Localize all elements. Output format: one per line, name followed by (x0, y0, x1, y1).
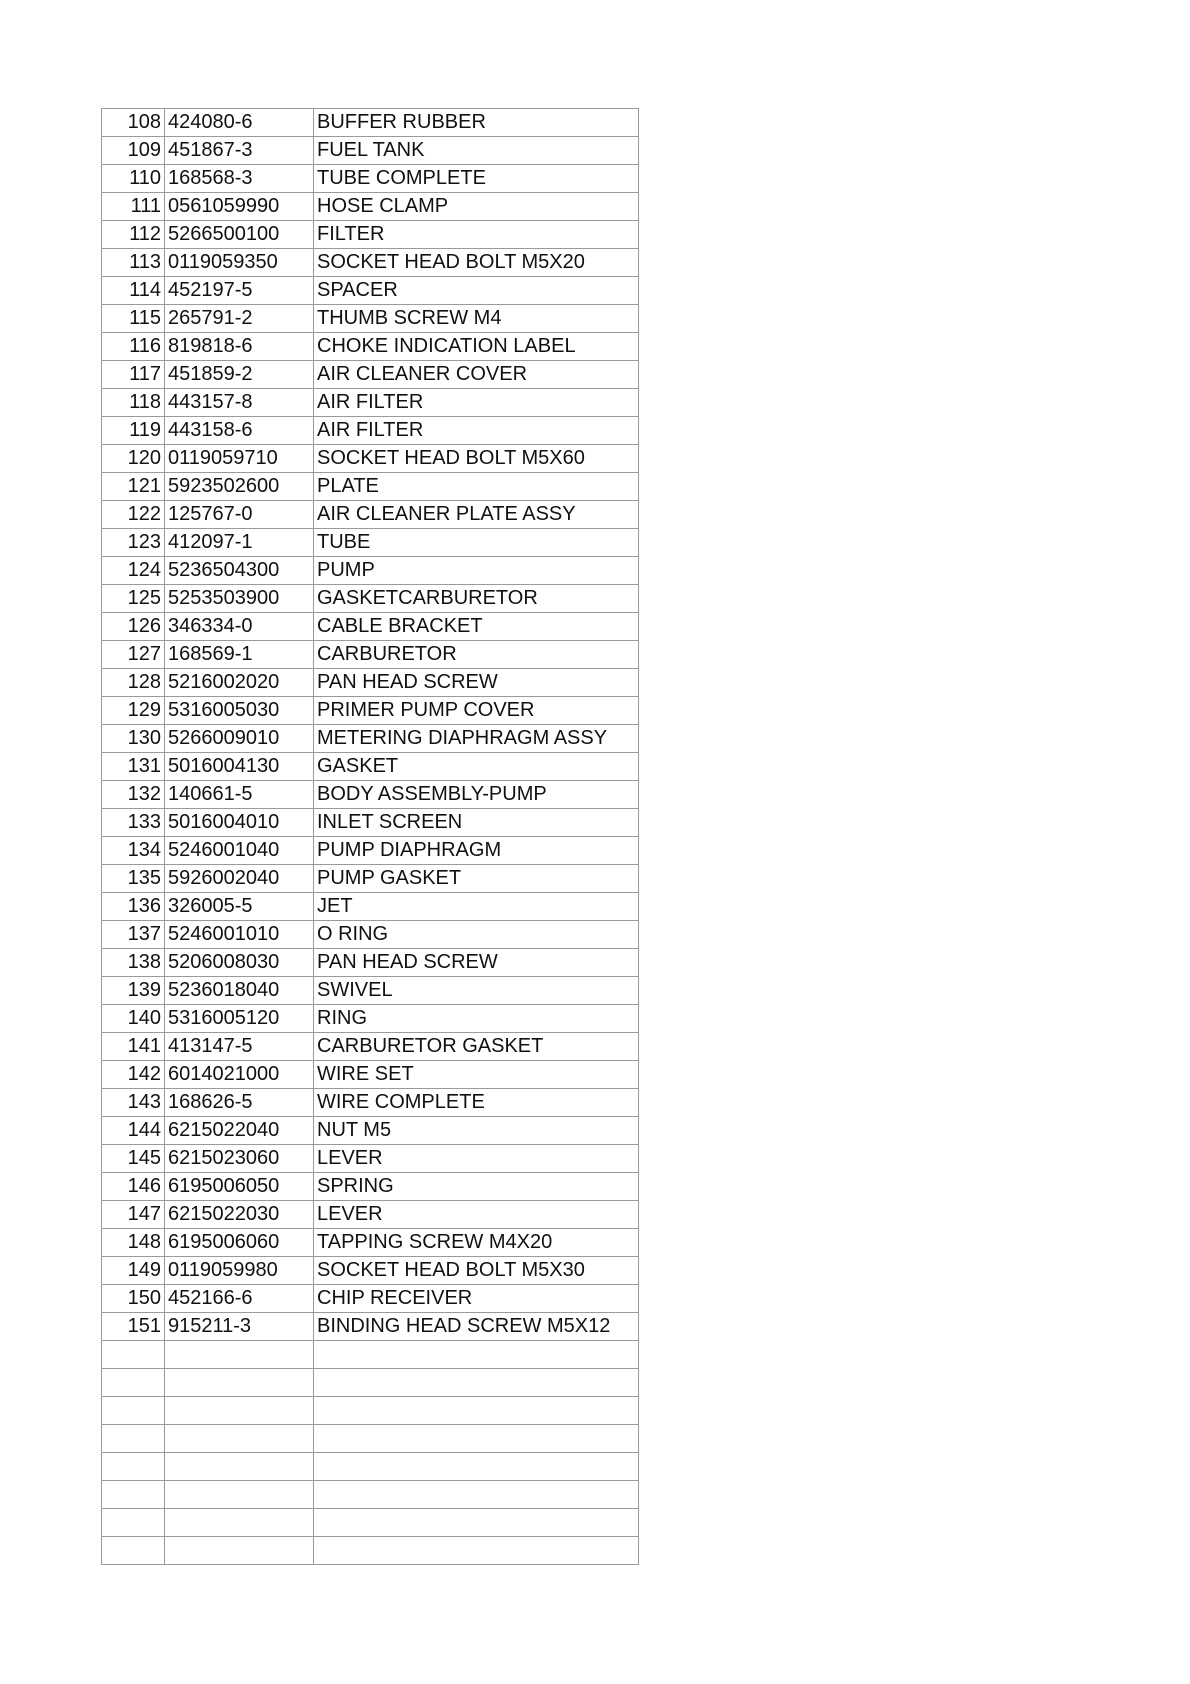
item-number-cell: 118 (102, 389, 165, 417)
table-row (102, 949, 639, 977)
table-row (102, 501, 639, 529)
description-cell: PUMP GASKET (314, 865, 639, 893)
part-number-cell: 451859-2 (165, 361, 314, 389)
description-cell: LEVER (314, 1201, 639, 1229)
table-row (102, 725, 639, 753)
part-number-cell: 413147-5 (165, 1033, 314, 1061)
item-number-cell: 150 (102, 1285, 165, 1313)
description-cell: AIR CLEANER PLATE ASSY (314, 501, 639, 529)
table-row (102, 445, 639, 473)
table-row (102, 221, 639, 249)
description-cell (314, 1425, 639, 1453)
item-number-cell: 142 (102, 1061, 165, 1089)
description-cell: FILTER (314, 221, 639, 249)
parts-table (101, 108, 639, 1565)
part-number-cell: 452166-6 (165, 1285, 314, 1313)
part-number-cell: 6215022040 (165, 1117, 314, 1145)
part-number-cell (165, 1509, 314, 1537)
table-row (102, 1229, 639, 1257)
description-cell: TUBE COMPLETE (314, 165, 639, 193)
description-cell: SOCKET HEAD BOLT M5X60 (314, 445, 639, 473)
table-row (102, 109, 639, 137)
item-number-cell: 141 (102, 1033, 165, 1061)
item-number-cell: 139 (102, 977, 165, 1005)
part-number-cell: 6195006060 (165, 1229, 314, 1257)
item-number-cell: 132 (102, 781, 165, 809)
table-row (102, 333, 639, 361)
description-cell: SOCKET HEAD BOLT M5X30 (314, 1257, 639, 1285)
part-number-cell (165, 1369, 314, 1397)
part-number-cell: 5236504300 (165, 557, 314, 585)
table-row (102, 165, 639, 193)
item-number-cell: 128 (102, 669, 165, 697)
description-cell: BUFFER RUBBER (314, 109, 639, 137)
item-number-cell (102, 1341, 165, 1369)
table-row (102, 1397, 639, 1425)
item-number-cell (102, 1509, 165, 1537)
description-cell: AIR FILTER (314, 417, 639, 445)
table-row (102, 921, 639, 949)
item-number-cell: 109 (102, 137, 165, 165)
table-row (102, 1369, 639, 1397)
item-number-cell: 130 (102, 725, 165, 753)
item-number-cell (102, 1369, 165, 1397)
part-number-cell (165, 1397, 314, 1425)
description-cell: BODY ASSEMBLY-PUMP (314, 781, 639, 809)
table-row (102, 1509, 639, 1537)
item-number-cell: 149 (102, 1257, 165, 1285)
description-cell: FUEL TANK (314, 137, 639, 165)
description-cell: PUMP (314, 557, 639, 585)
table-row (102, 1173, 639, 1201)
item-number-cell (102, 1397, 165, 1425)
table-row (102, 697, 639, 725)
part-number-cell (165, 1481, 314, 1509)
part-number-cell: 5253503900 (165, 585, 314, 613)
description-cell: SWIVEL (314, 977, 639, 1005)
description-cell: WIRE COMPLETE (314, 1089, 639, 1117)
part-number-cell: 5246001010 (165, 921, 314, 949)
part-number-cell: 346334-0 (165, 613, 314, 641)
item-number-cell: 113 (102, 249, 165, 277)
item-number-cell: 136 (102, 893, 165, 921)
part-number-cell: 0119059710 (165, 445, 314, 473)
table-row (102, 193, 639, 221)
description-cell: HOSE CLAMP (314, 193, 639, 221)
table-row (102, 1313, 639, 1341)
part-number-cell: 6215023060 (165, 1145, 314, 1173)
part-number-cell: 5236018040 (165, 977, 314, 1005)
description-cell: PRIMER PUMP COVER (314, 697, 639, 725)
description-cell: LEVER (314, 1145, 639, 1173)
description-cell: THUMB SCREW M4 (314, 305, 639, 333)
table-row (102, 417, 639, 445)
item-number-cell: 121 (102, 473, 165, 501)
part-number-cell: 451867-3 (165, 137, 314, 165)
table-row (102, 1201, 639, 1229)
description-cell: AIR CLEANER COVER (314, 361, 639, 389)
item-number-cell: 115 (102, 305, 165, 333)
part-number-cell: 6014021000 (165, 1061, 314, 1089)
part-number-cell: 5246001040 (165, 837, 314, 865)
description-cell: TUBE (314, 529, 639, 557)
parts-table-body (102, 109, 639, 1565)
part-number-cell: 0119059350 (165, 249, 314, 277)
part-number-cell: 5016004130 (165, 753, 314, 781)
part-number-cell: 326005-5 (165, 893, 314, 921)
table-row (102, 809, 639, 837)
table-row (102, 249, 639, 277)
table-row (102, 977, 639, 1005)
item-number-cell: 126 (102, 613, 165, 641)
table-row (102, 1145, 639, 1173)
description-cell: CABLE BRACKET (314, 613, 639, 641)
part-number-cell: 140661-5 (165, 781, 314, 809)
description-cell: CARBURETOR GASKET (314, 1033, 639, 1061)
part-number-cell: 6195006050 (165, 1173, 314, 1201)
part-number-cell: 0561059990 (165, 193, 314, 221)
item-number-cell: 123 (102, 529, 165, 557)
item-number-cell: 119 (102, 417, 165, 445)
item-number-cell: 125 (102, 585, 165, 613)
description-cell: TAPPING SCREW M4X20 (314, 1229, 639, 1257)
table-row (102, 641, 639, 669)
description-cell: O RING (314, 921, 639, 949)
item-number-cell: 151 (102, 1313, 165, 1341)
table-row (102, 1089, 639, 1117)
part-number-cell: 265791-2 (165, 305, 314, 333)
part-number-cell: 168626-5 (165, 1089, 314, 1117)
description-cell (314, 1453, 639, 1481)
part-number-cell: 5926002040 (165, 865, 314, 893)
description-cell: GASKETCARBURETOR (314, 585, 639, 613)
part-number-cell: 5923502600 (165, 473, 314, 501)
part-number-cell: 5266500100 (165, 221, 314, 249)
item-number-cell: 117 (102, 361, 165, 389)
description-cell: INLET SCREEN (314, 809, 639, 837)
item-number-cell: 146 (102, 1173, 165, 1201)
table-row (102, 473, 639, 501)
item-number-cell (102, 1425, 165, 1453)
table-row (102, 865, 639, 893)
description-cell: PUMP DIAPHRAGM (314, 837, 639, 865)
description-cell: WIRE SET (314, 1061, 639, 1089)
table-row (102, 557, 639, 585)
table-row (102, 1005, 639, 1033)
description-cell: PAN HEAD SCREW (314, 949, 639, 977)
description-cell: METERING DIAPHRAGM ASSY (314, 725, 639, 753)
description-cell: PAN HEAD SCREW (314, 669, 639, 697)
part-number-cell (165, 1537, 314, 1565)
description-cell: RING (314, 1005, 639, 1033)
table-row (102, 585, 639, 613)
description-cell: CHOKE INDICATION LABEL (314, 333, 639, 361)
item-number-cell: 131 (102, 753, 165, 781)
part-number-cell: 168568-3 (165, 165, 314, 193)
item-number-cell: 122 (102, 501, 165, 529)
description-cell: PLATE (314, 473, 639, 501)
item-number-cell: 144 (102, 1117, 165, 1145)
item-number-cell (102, 1481, 165, 1509)
part-number-cell: 5316005120 (165, 1005, 314, 1033)
part-number-cell: 819818-6 (165, 333, 314, 361)
table-row (102, 1481, 639, 1509)
table-row (102, 1341, 639, 1369)
part-number-cell: 5266009010 (165, 725, 314, 753)
item-number-cell (102, 1453, 165, 1481)
description-cell: SPACER (314, 277, 639, 305)
part-number-cell: 443157-8 (165, 389, 314, 417)
table-row (102, 1257, 639, 1285)
description-cell (314, 1369, 639, 1397)
item-number-cell: 140 (102, 1005, 165, 1033)
item-number-cell (102, 1537, 165, 1565)
part-number-cell: 168569-1 (165, 641, 314, 669)
item-number-cell: 145 (102, 1145, 165, 1173)
part-number-cell: 915211-3 (165, 1313, 314, 1341)
table-row (102, 305, 639, 333)
description-cell (314, 1397, 639, 1425)
item-number-cell: 135 (102, 865, 165, 893)
item-number-cell: 143 (102, 1089, 165, 1117)
item-number-cell: 137 (102, 921, 165, 949)
table-row (102, 137, 639, 165)
description-cell (314, 1537, 639, 1565)
parts-list-sheet (101, 108, 638, 1565)
description-cell (314, 1341, 639, 1369)
table-row (102, 781, 639, 809)
item-number-cell: 112 (102, 221, 165, 249)
item-number-cell: 138 (102, 949, 165, 977)
description-cell: JET (314, 893, 639, 921)
table-row (102, 1033, 639, 1061)
item-number-cell: 116 (102, 333, 165, 361)
item-number-cell: 110 (102, 165, 165, 193)
part-number-cell: 5216002020 (165, 669, 314, 697)
item-number-cell: 127 (102, 641, 165, 669)
part-number-cell: 6215022030 (165, 1201, 314, 1229)
part-number-cell: 0119059980 (165, 1257, 314, 1285)
table-row (102, 1061, 639, 1089)
table-row (102, 1453, 639, 1481)
table-row (102, 613, 639, 641)
part-number-cell (165, 1341, 314, 1369)
description-cell: CHIP RECEIVER (314, 1285, 639, 1313)
table-row (102, 1425, 639, 1453)
item-number-cell: 111 (102, 193, 165, 221)
table-row (102, 1537, 639, 1565)
item-number-cell: 120 (102, 445, 165, 473)
item-number-cell: 133 (102, 809, 165, 837)
table-row (102, 753, 639, 781)
item-number-cell: 134 (102, 837, 165, 865)
table-row (102, 389, 639, 417)
description-cell: BINDING HEAD SCREW M5X12 (314, 1313, 639, 1341)
description-cell: SOCKET HEAD BOLT M5X20 (314, 249, 639, 277)
table-row (102, 893, 639, 921)
table-row (102, 361, 639, 389)
description-cell (314, 1509, 639, 1537)
description-cell: SPRING (314, 1173, 639, 1201)
part-number-cell: 452197-5 (165, 277, 314, 305)
table-row (102, 277, 639, 305)
part-number-cell (165, 1425, 314, 1453)
table-row (102, 529, 639, 557)
table-row (102, 669, 639, 697)
part-number-cell: 424080-6 (165, 109, 314, 137)
description-cell: AIR FILTER (314, 389, 639, 417)
part-number-cell (165, 1453, 314, 1481)
part-number-cell: 5016004010 (165, 809, 314, 837)
item-number-cell: 124 (102, 557, 165, 585)
part-number-cell: 5316005030 (165, 697, 314, 725)
item-number-cell: 147 (102, 1201, 165, 1229)
part-number-cell: 443158-6 (165, 417, 314, 445)
description-cell: NUT M5 (314, 1117, 639, 1145)
part-number-cell: 412097-1 (165, 529, 314, 557)
description-cell: CARBURETOR (314, 641, 639, 669)
item-number-cell: 114 (102, 277, 165, 305)
table-row (102, 1117, 639, 1145)
item-number-cell: 148 (102, 1229, 165, 1257)
part-number-cell: 5206008030 (165, 949, 314, 977)
description-cell (314, 1481, 639, 1509)
part-number-cell: 125767-0 (165, 501, 314, 529)
table-row (102, 1285, 639, 1313)
item-number-cell: 108 (102, 109, 165, 137)
description-cell: GASKET (314, 753, 639, 781)
item-number-cell: 129 (102, 697, 165, 725)
table-row (102, 837, 639, 865)
